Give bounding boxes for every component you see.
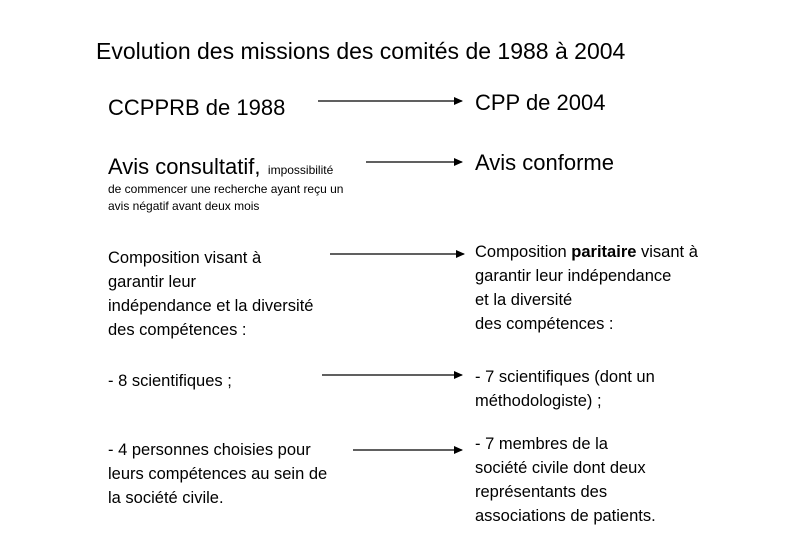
left-composition-line-2: garantir leur — [108, 273, 197, 291]
page-title: Evolution des missions des comités de 1988 à 2004 — [96, 38, 626, 64]
left-societe-line-3: la société civile. — [108, 489, 224, 507]
right-composition-line-1: Composition paritaire visant à — [475, 243, 698, 261]
right-composition-line-2: garantir leur indépendance — [475, 267, 672, 285]
left-composition-block — [108, 246, 313, 342]
left-societe-line-1: - 4 personnes choisies pour — [108, 441, 311, 459]
left-societe-line-2: leurs compétences au sein de — [108, 465, 328, 483]
right-composition-line-4: des compétences : — [475, 315, 614, 333]
left-composition-line-4: des compétences : — [108, 321, 247, 339]
paritaire-emphasis: paritaire — [571, 243, 637, 261]
right-avis-heading: Avis conforme — [475, 150, 614, 175]
right-composition-line-3: et la diversité — [475, 291, 573, 309]
left-avis-heading: Avis consultatif, — [108, 154, 261, 179]
right-societe-civile-block — [475, 432, 656, 528]
right-scientifiques-line-2: méthodologiste) ; — [475, 392, 602, 410]
left-heading-ccpprb: CCPPRB de 1988 — [108, 95, 286, 120]
left-composition-line-3: indépendance et la diversité — [108, 297, 314, 315]
right-societe-line-2: société civile dont deux — [475, 459, 646, 477]
left-avis-block — [108, 154, 333, 180]
right-societe-line-1: - 7 membres de la — [475, 435, 608, 453]
left-scientifiques: - 8 scientifiques ; — [108, 372, 232, 390]
right-composition-block — [475, 240, 698, 336]
left-avis-note-3: avis négatif avant deux mois — [108, 199, 260, 213]
left-avis-note-2: de commencer une recherche ayant reçu un — [108, 182, 344, 196]
right-societe-line-3: représentants des — [475, 483, 608, 501]
right-scientifiques-block — [475, 365, 655, 413]
right-heading-cpp: CPP de 2004 — [475, 90, 606, 115]
right-scientifiques-line-1: - 7 scientifiques (dont un — [475, 368, 655, 386]
left-societe-civile-block — [108, 438, 327, 510]
right-societe-line-4: associations de patients. — [475, 507, 656, 525]
left-avis-note-1: impossibilité — [267, 163, 334, 177]
left-composition-line-1: Composition visant à — [108, 249, 262, 267]
